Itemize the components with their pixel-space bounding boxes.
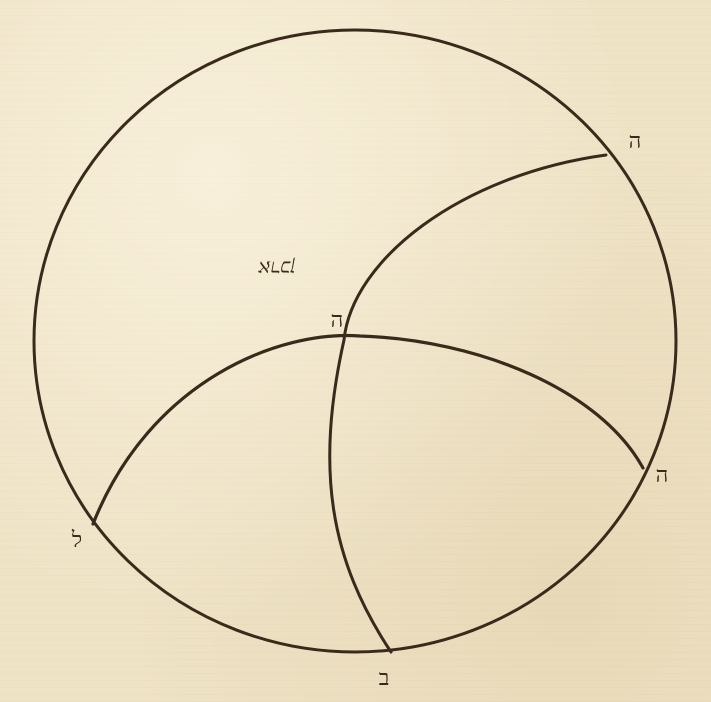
label-left: ל: [71, 528, 83, 553]
arc-left-to-right: [93, 336, 643, 524]
outer-circle: [34, 30, 676, 652]
label-right: ה: [655, 463, 669, 488]
label-bottom: ב: [378, 666, 390, 691]
label-center: ה: [330, 308, 344, 333]
label-top-right: ה: [628, 129, 642, 154]
inscription-word: ארכן: [258, 256, 296, 281]
